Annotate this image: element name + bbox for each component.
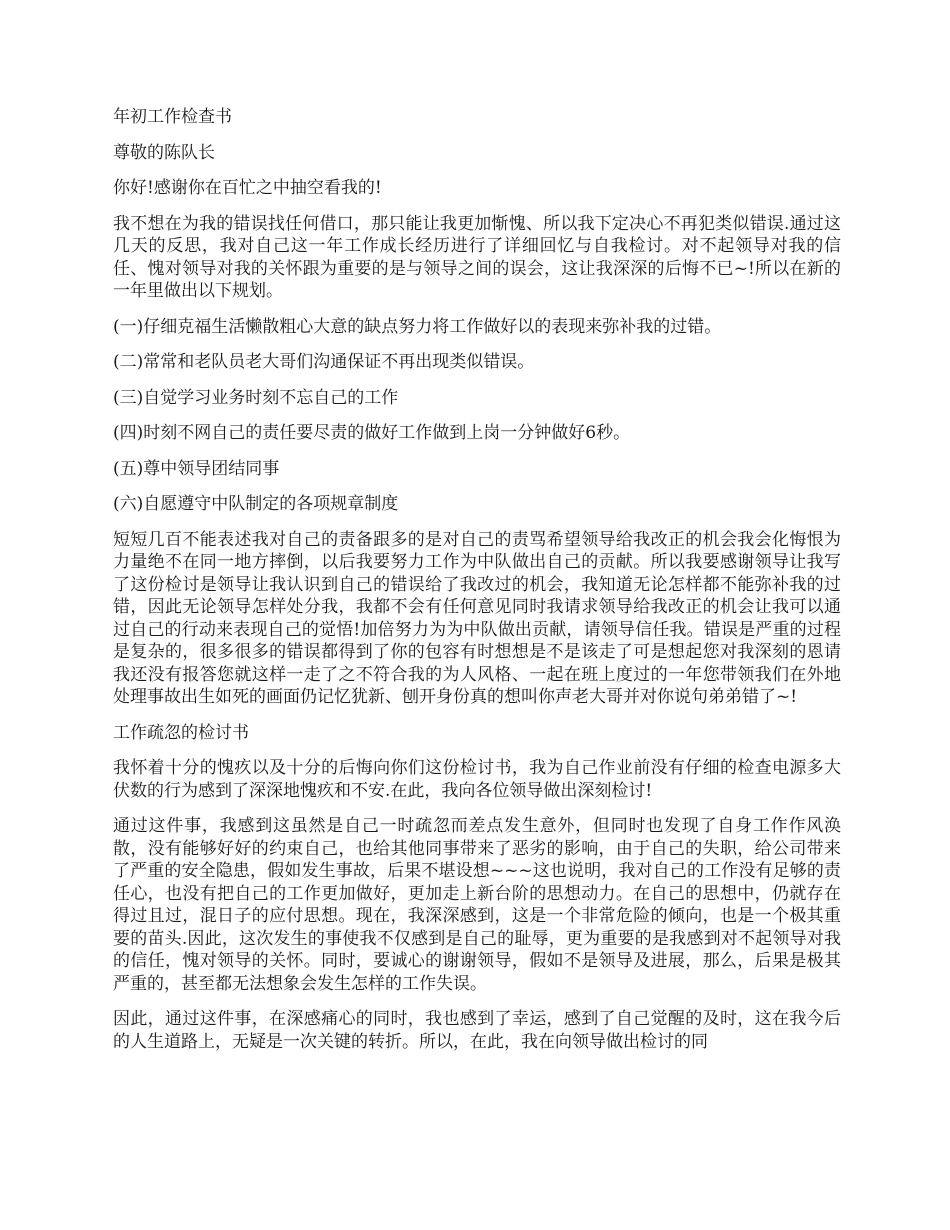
document-page <box>113 106 841 1066</box>
intro-paragraph: 我不想在为我的错误找任何借口，那只能让我更加惭愧、所以我下定决心不再犯类似错误.通过这几天的反思，我对自己这一年工作成长经历进行了详细回忆与自我检讨。对不起领导对我的信任、愧对领导对我的关怀跟为重要的是与领导之间的误会，这让我深深的后悔不已~!所以在新的一年里做出以下规划。 <box>113 213 841 301</box>
plan-item-5: (五)尊中领导团结同事 <box>113 458 280 479</box>
section-paragraph-3: 因此，通过这件事，在深感痛心的同时，我也感到了幸运，感到了自己觉醒的及时，这在我今后的人生道路上，无疑是一次关键的转折。所以，在此，我在向领导做出检讨的同 <box>113 1009 841 1052</box>
greeting: 你好!感谢你在百忙之中抽空看我的! <box>113 178 382 198</box>
plan-item-6: (六)自愿遵守中队制定的各项规章制度 <box>113 494 399 514</box>
plan-item-2: (二)常常和老队员老大哥们沟通保证不再出现类似错误。 <box>113 352 535 372</box>
closing-paragraph: 短短几百不能表述我对自己的责备跟多的是对自己的责骂希望领导给我改正的机会我会化悔恨为力量绝不在同一地方摔倒，以后我要努力工作为中队做出自己的贡献。所以我要感谢领导让我写了这份检讨是领导让我认识到自己的错误给了我改过的机会，我知道无论怎样都不能弥补我的过错，因此无论领导怎样处分我，我都不会有任何意见同时我请求领导给我改正的机会让我可以通过自己的行动来表现自己的觉悟!加倍努力为为中队做出贡献，请领导信任我。错误是严重的过程是复杂的，很多很多的错误都得到了你的包容有时想想是不是该走了可是想起您对我深刻的恩请我还没有报答您就这样一走了之不符合我的为人风格、一起在班上度过的一年您带领我们在外地处理事故出生如死的画面仍记忆犹新、刨开身份真的想叫你声老大哥并对你说句弟弟错了~! <box>113 529 841 707</box>
plan-item-1: (一)仔细克福生活懒散粗心大意的缺点努力将工作做好以的表现来弥补我的过错。 <box>113 316 722 337</box>
plan-item-3: (三)自觉学习业务时刻不忘自己的工作 <box>113 387 399 408</box>
section-title: 工作疏忽的检讨书 <box>113 722 249 743</box>
section-paragraph-1: 我怀着十分的愧疚以及十分的后悔向你们这份检讨书，我为自己作业前没有仔细的检查电源多大伏数的行为感到了深深地愧疚和不安.在此，我向各位领导做出深刻检讨! <box>113 758 841 801</box>
plan-item-4: (四)时刻不网自己的责任要尽责的做好工作做到上岗一分钟做好6秒。 <box>113 423 631 443</box>
section-paragraph-2: 通过这件事，我感到这虽然是自己一时疏忽而差点发生意外，但同时也发现了自身工作作风涣散，没有能够好好的约束自己，也给其他同事带来了恶劣的影响，由于自己的失职，给公司带来了严重的安全隐患，假如发生事故，后果不堪设想~~~这也说明，我对自己的工作没有足够的责任心，也没有把自己的工作更加做好，更加走上新台阶的思想动力。在自己的思想中，仍就存在得过且过，混日子的应付思想。现在，我深深感到，这是一个非常危险的倾向，也是一个极其重要的苗头.因此，这次发生的事使我不仅感到是自己的耻辱，更为重要的是我感到对不起领导对我的信任，愧对领导的关怀。同时，要诚心的谢谢领导，假如不是领导及进展，那么，后果是极其严重的，甚至都无法想象会发生怎样的工作失误。 <box>113 816 841 994</box>
document-title: 年初工作检查书 <box>113 107 232 127</box>
salutation: 尊敬的陈队长 <box>113 142 215 163</box>
